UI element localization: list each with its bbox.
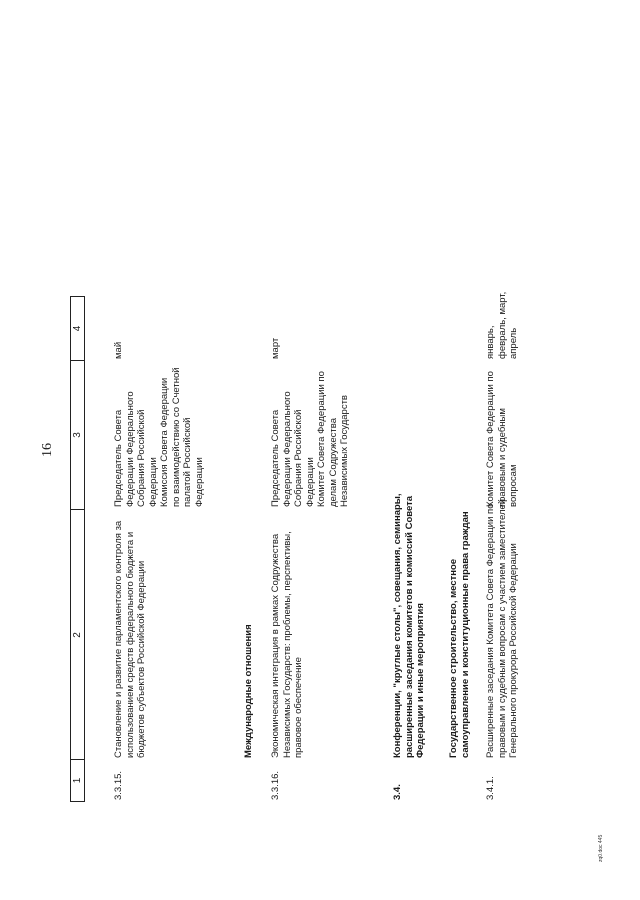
row-date: май: [113, 341, 124, 359]
column-header-4: 4: [70, 296, 85, 360]
row-number: 3.3.15.: [113, 770, 124, 800]
column-header-2: 2: [70, 509, 85, 760]
page-number: 16: [40, 443, 55, 457]
row-title: Экономическая интеграция в рамках Содружества Независимых Государств: проблемы, перспективы, правовое обеспечение: [270, 531, 304, 758]
row-responsible: Комитет Совета Федерации по правовым и судебным вопросам: [485, 371, 519, 507]
column-header-1: 1: [70, 759, 85, 802]
row-date: январь, февраль, март, апрель: [485, 291, 519, 359]
row-number: 3.4.1.: [485, 776, 496, 800]
row-responsible: Председатель Совета Федерации Федерального Собрания Российской Федерации Комиссия Совета Федерации по взаимодействию со Счетной палатой Российской Федерации: [113, 367, 205, 507]
footer-code: zq0.doc 445: [598, 834, 604, 862]
row-date: март: [270, 337, 281, 359]
column-header-3: 3: [70, 360, 85, 509]
row-responsible: Председатель Совета Федерации Федерального Собрания Российской Федерации Комитет Совета Федерации по делам Содружества Независимых Государств: [270, 371, 350, 507]
row-title: Становление и развитие парламентского контроля за использованием средств федерального бюджета и бюджетов субъектов Российской Федерации: [113, 520, 147, 758]
document-page: 16 1 2 3 4 3.3.15. Становление и развитие парламентского контроля за использованием средств федерального бюджета и бюджетов субъектов Российской Федерации Председатель Совета Федерации Федерального Собрания Российской Федерации Комиссия Совета Федерации по взаимодействию со Счетной палатой Российской Федерации май Международные отношения 3.3.16. Экономическая интеграция в рамках Содружества Независимых Государств: проблемы, перспективы, правовое обеспечение Председатель Совета Федерации Федерального Собрания Российской Федерации Комитет Совета Федерации по делам Содружества Независимых Государств март 3.4. Конференции, "круглые столы", совещания, семинары, расширенные заседания комитетов и комиссий Совета Федерации и иные мероприятия Государственное строительство, местное самоуправление и конституционные права граждан 3.4.1. Расширенные заседания Комитета Совета Федерации по правовым и судебным вопросам с участием заместителей Генерального прокурора Российской Федерации Комитет Совета Федерации по правовым и судебным вопросам январь, февраль, март, апрель zq0.doc 445: [0, 0, 640, 900]
row-title: Расширенные заседания Комитета Совета Федерации по правовым и судебным вопросам с участием заместителей Генерального прокурора Российской Федерации: [485, 498, 519, 758]
row-number: 3.3.16.: [270, 770, 281, 800]
row-number: 3.4.: [392, 784, 403, 800]
row-title: Конференции, "круглые столы", совещания, семинары, расширенные заседания комитетов и комиссий Совета Федерации и иные мероприятия: [392, 493, 426, 758]
